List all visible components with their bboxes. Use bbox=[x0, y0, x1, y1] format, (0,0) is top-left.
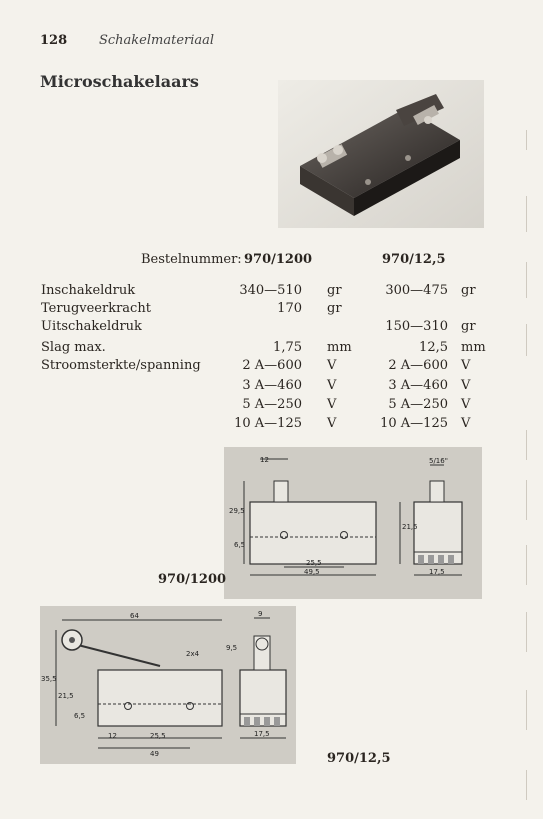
page-edge-mark bbox=[526, 262, 527, 298]
spec-b-value: 150—310 bbox=[385, 319, 448, 334]
spec-b-unit: V bbox=[461, 358, 471, 373]
spec-b-value: 12,5 bbox=[419, 340, 448, 355]
page-edge-mark bbox=[526, 690, 527, 730]
spec-b-unit: V bbox=[461, 416, 471, 431]
dim-base: 6,5 bbox=[74, 712, 86, 720]
model-a-number: 970/1200 bbox=[244, 252, 313, 267]
spec-a-unit: gr bbox=[327, 283, 342, 298]
dim-height-total: 35,5 bbox=[41, 675, 57, 683]
spec-label: Inschakeldruk bbox=[41, 283, 136, 298]
spec-a-unit: V bbox=[327, 378, 337, 393]
spec-label: Stroomsterkte/spanning bbox=[41, 358, 201, 373]
spec-a-value: 5 A—250 bbox=[242, 397, 302, 412]
spec-a-value: 170 bbox=[277, 301, 302, 316]
spec-b-value: 5 A—250 bbox=[388, 397, 448, 412]
caption-970-1200: 970/1200 bbox=[158, 572, 227, 587]
diagram-970-12-5 bbox=[40, 606, 296, 764]
section-title: Microschakelaars bbox=[40, 72, 199, 91]
dim-pin-spacing: 25,5 bbox=[150, 732, 166, 740]
dim-top-width: 12 bbox=[260, 456, 269, 464]
caption-970-12-5: 970/12,5 bbox=[327, 751, 391, 766]
spec-a-value: 10 A—125 bbox=[234, 416, 302, 431]
spec-label: Terugveerkracht bbox=[41, 301, 151, 316]
dim-height-body: 21,5 bbox=[58, 692, 74, 700]
spec-label: Slag max. bbox=[41, 340, 106, 355]
page-edge-mark bbox=[526, 480, 527, 520]
microswitch-photo bbox=[278, 80, 484, 228]
spec-b-value: 300—475 bbox=[385, 283, 448, 298]
dim-roller-width: 9 bbox=[258, 610, 263, 618]
dim-side-width: 17,5 bbox=[254, 730, 270, 738]
order-label: Bestelnummer: bbox=[141, 252, 242, 267]
spec-b-unit: mm bbox=[461, 340, 486, 355]
dim-length-total: 64 bbox=[130, 612, 139, 620]
chapter-title: Schakelmateriaal bbox=[99, 33, 215, 48]
page-edge-mark bbox=[526, 196, 527, 232]
spec-b-unit: V bbox=[461, 378, 471, 393]
spec-b-unit: gr bbox=[461, 319, 476, 334]
spec-a-value: 340—510 bbox=[239, 283, 302, 298]
spec-b-value: 10 A—125 bbox=[380, 416, 448, 431]
dim-base: 6,5 bbox=[234, 541, 246, 549]
dim-pin-spacing: 25,5 bbox=[306, 559, 322, 567]
dim-height: 29,5 bbox=[229, 507, 245, 515]
page-edge-mark bbox=[526, 612, 527, 652]
page-edge-mark bbox=[526, 545, 527, 585]
page-edge-mark bbox=[526, 430, 527, 460]
dim-plunger: 5/16" bbox=[429, 457, 448, 465]
page-number: 128 bbox=[40, 33, 68, 48]
dim-offset: 12 bbox=[108, 732, 117, 740]
spec-a-unit: mm bbox=[327, 340, 352, 355]
spec-a-value: 2 A—600 bbox=[242, 358, 302, 373]
spec-label: Uitschakeldruk bbox=[41, 319, 142, 334]
model-b-number: 970/12,5 bbox=[382, 252, 446, 267]
spec-b-value: 3 A—460 bbox=[388, 378, 448, 393]
spec-b-unit: V bbox=[461, 397, 471, 412]
page-edge-mark bbox=[526, 324, 527, 356]
page-edge-mark bbox=[526, 130, 527, 150]
dim-roller-dia: 9,5 bbox=[226, 644, 238, 652]
spec-a-unit: V bbox=[327, 416, 337, 431]
spec-a-unit: V bbox=[327, 358, 337, 373]
spec-b-value: 2 A—600 bbox=[388, 358, 448, 373]
spec-a-value: 1,75 bbox=[273, 340, 302, 355]
page-edge-mark bbox=[526, 770, 527, 800]
spec-a-unit: gr bbox=[327, 301, 342, 316]
spec-b-unit: gr bbox=[461, 283, 476, 298]
dim-holes: 2x4 bbox=[186, 650, 200, 658]
dim-length: 49 bbox=[150, 750, 159, 758]
dim-side-height: 21,5 bbox=[402, 523, 418, 531]
dim-length: 49,5 bbox=[304, 568, 320, 576]
spec-a-unit: V bbox=[327, 397, 337, 412]
spec-a-value: 3 A—460 bbox=[242, 378, 302, 393]
diagram-970-1200 bbox=[224, 447, 482, 599]
dim-side-width: 17,5 bbox=[429, 568, 445, 576]
